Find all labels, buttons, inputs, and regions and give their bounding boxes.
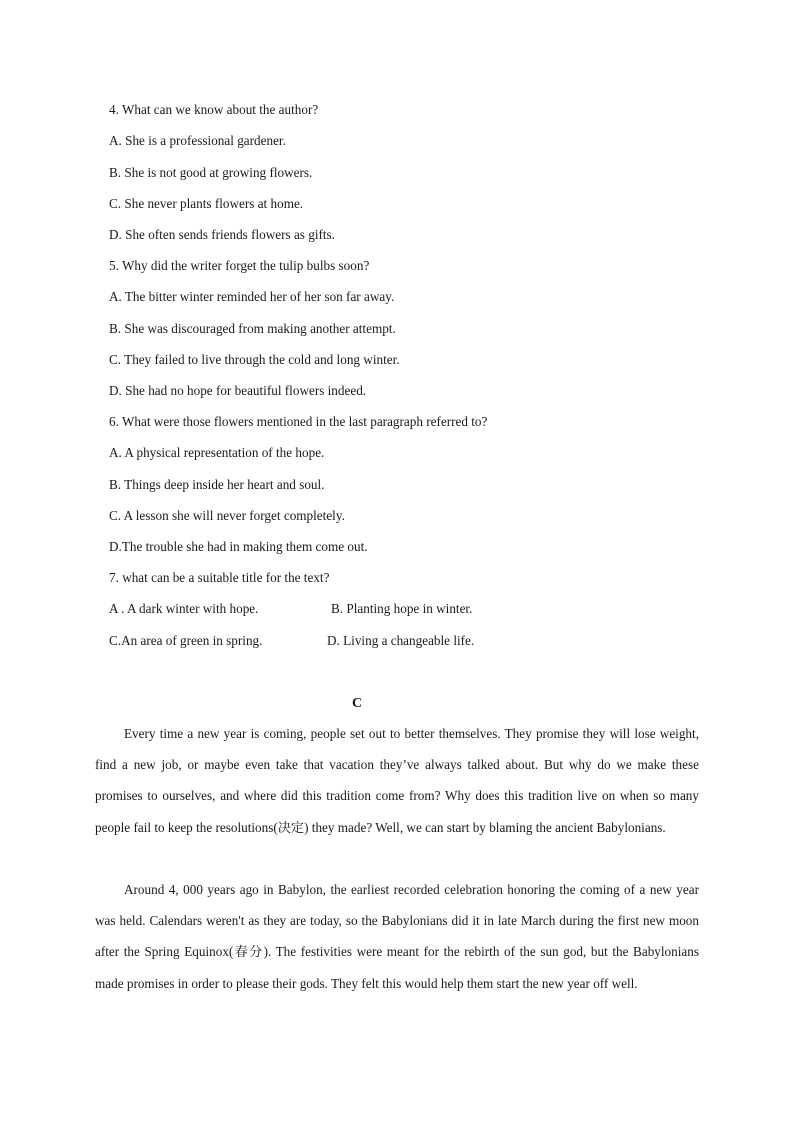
section-title: C [351,696,363,711]
question-6-option-b: B. Things deep inside her heart and soul. [109,477,325,492]
passage-paragraph-2: Around 4, 000 years ago in Babylon, the earliest recorded celebration honoring the coming of a new year was held. Calendars weren't as they are today, so the Babylonians did it in late March during the first new moon after the Spring Equinox(春分). The festivities were meant for the rebirth of the sun god, but the Babylonians made promises in order to please their gods. They felt this would help them start the new year off well. [95,882,699,991]
question-6-stem: 6. What were those flowers mentioned in the last paragraph referred to? [109,414,488,429]
question-6-option-d: D.The trouble she had in making them come out. [109,539,368,554]
question-7-option-d: D. Living a changeable life. [327,633,475,648]
question-6-option-a: A. A physical representation of the hope. [109,445,325,460]
question-7-stem: 7. what can be a suitable title for the text? [109,570,330,585]
question-7-option-a: A . A dark winter with hope. [109,601,259,616]
question-5-option-a: A. The bitter winter reminded her of her son far away. [109,289,395,304]
question-4-option-b: B. She is not good at growing flowers. [109,165,313,180]
question-6-option-c: C. A lesson she will never forget completely. [109,508,345,523]
question-5-option-d: D. She had no hope for beautiful flowers indeed. [109,383,367,398]
question-5-option-b: B. She was discouraged from making another attempt. [109,321,396,336]
passage-paragraph-1: Every time a new year is coming, people set out to better themselves. They promise they will lose weight, find a new job, or maybe even take that vacation they’ve always talked about. But why do we make these promises to ourselves, and where did this tradition come from? Why does this tradition live on when so many people fail to keep the resolutions(决定) they made? Well, we can start by blaming the ancient Babylonians. [95,726,699,835]
question-7-option-b: B. Planting hope in winter. [331,601,473,616]
question-7-option-c: C.An area of green in spring. [109,633,263,648]
question-4-stem: 4. What can we know about the author? [109,102,319,117]
question-4-option-d: D. She often sends friends flowers as gifts. [109,227,335,242]
question-4-option-c: C. She never plants flowers at home. [109,196,304,211]
question-4-option-a: A. She is a professional gardener. [109,133,286,148]
question-5-option-c: C. They failed to live through the cold and long winter. [109,352,400,367]
question-5-stem: 5. Why did the writer forget the tulip bulbs soon? [109,258,370,273]
